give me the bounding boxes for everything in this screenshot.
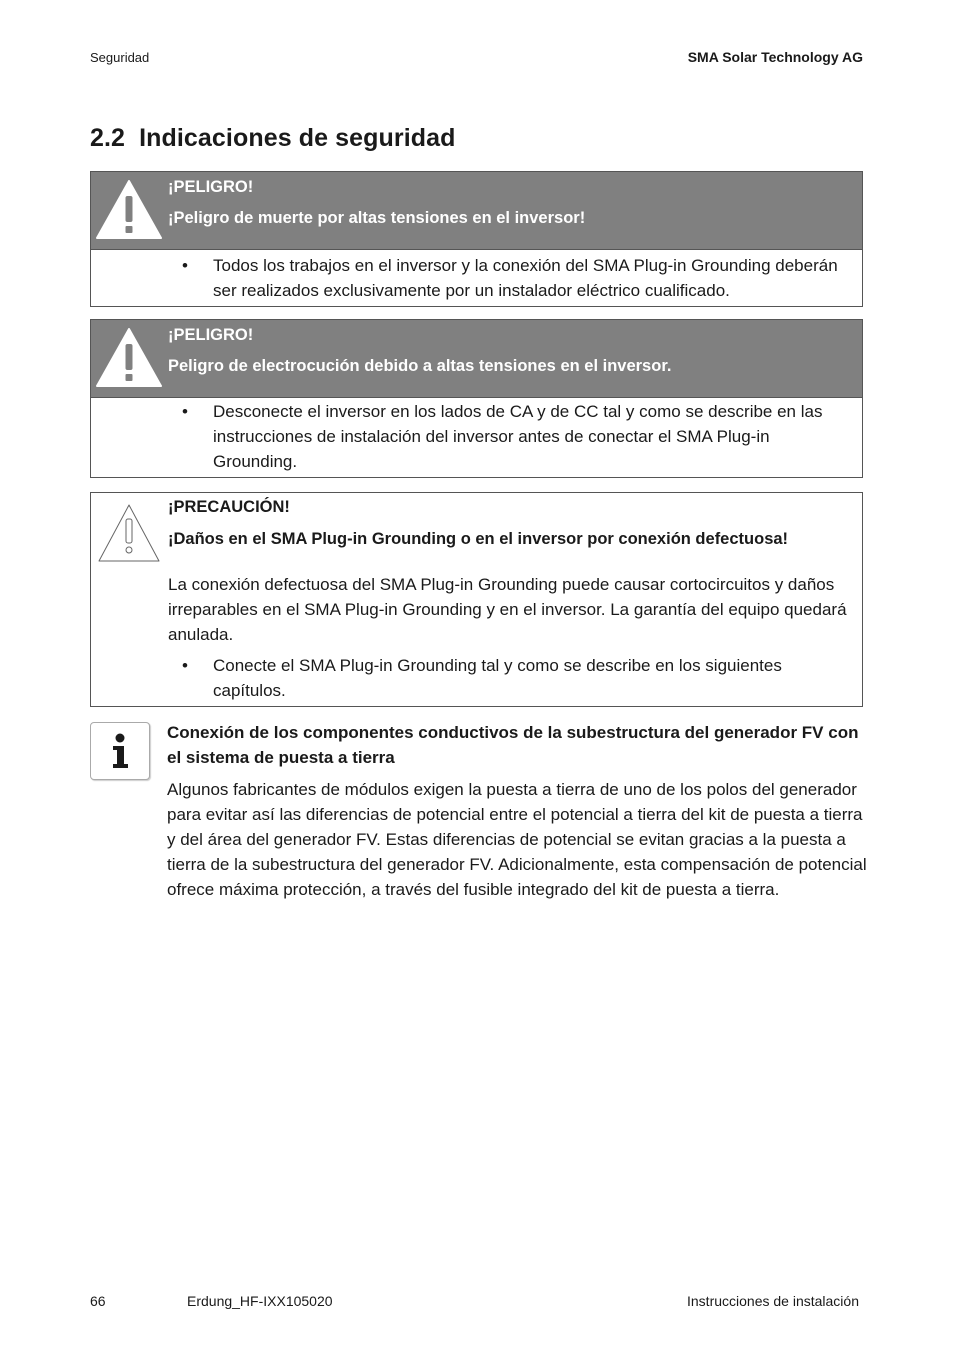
warning-heading: Peligro de electrocución debido a altas tensiones en el inversor. (168, 357, 672, 375)
danger-box-body (91, 398, 862, 477)
section-title (90, 124, 456, 153)
danger-box-body (91, 250, 862, 306)
caution-box-body (91, 571, 862, 706)
document-type: Instrucciones de instalación (687, 1293, 859, 1309)
caution-box (90, 492, 863, 707)
caution-box-header (91, 493, 862, 571)
info-icon (90, 722, 150, 780)
warning-triangle-icon (95, 326, 163, 390)
signal-word: ¡PELIGRO! (168, 326, 254, 344)
danger-box-header (91, 320, 862, 398)
running-header-company: SMA Solar Technology AG (687, 49, 863, 65)
caution-paragraph: La conexión defectuosa del SMA Plug-in Grounding puede causar cortocircuitos y daños irreparables en el SMA Plug-in Grounding y en el inversor. La garantía del equipo quedará anulada. (168, 575, 847, 644)
page-number: 66 (90, 1293, 106, 1309)
caution-triangle-icon (95, 499, 163, 563)
warning-heading: ¡Peligro de muerte por altas tensiones en el inversor! (168, 209, 586, 227)
warning-heading: ¡Daños en el SMA Plug-in Grounding o en el inversor por conexión defectuosa! (168, 530, 789, 548)
signal-word: ¡PRECAUCIÓN! (168, 498, 290, 516)
signal-word: ¡PELIGRO! (168, 178, 254, 196)
danger-box-2 (90, 319, 863, 478)
bullet-icon: • (182, 656, 188, 675)
list-item (168, 253, 854, 303)
bullet-icon: • (182, 256, 188, 275)
warning-triangle-icon (95, 178, 163, 242)
list-item-text: Desconecte el inversor en los lados de CA y de CC tal y como se describe en las instrucciones de instalación del inversor antes de conectar el SMA Plug-in Grounding. (213, 402, 823, 471)
list-item (168, 399, 854, 474)
danger-box-header (91, 172, 862, 250)
info-title: Conexión de los componentes conductivos de la subestructura del generador FV con el sistema de puesta a tierra (167, 723, 859, 767)
info-text: Algunos fabricantes de módulos exigen la puesta a tierra de uno de los polos del generador para evitar así las diferencias de potencial entre el potencial a tierra del kit de puesta a tierra y del área del generador FV. Estas diferencias de potencial se evitan gracias a la puesta a tierra de la subestructura del generador FV. Adicionalmente, esta compensación de potencial ofrece máxima protección, a través del fusible integrado del kit de puesta a tierra. (167, 780, 867, 899)
bullet-icon: • (182, 402, 188, 421)
danger-box-1 (90, 171, 863, 307)
running-header-section: Seguridad (90, 50, 150, 65)
list-item-text: Todos los trabajos en el inversor y la conexión del SMA Plug-in Grounding deberán ser realizados exclusivamente por un instalador eléctrico cualificado. (213, 256, 838, 300)
list-item-text: Conecte el SMA Plug-in Grounding tal y como se describe en los siguientes capítulos. (213, 656, 782, 700)
list-item (168, 653, 854, 703)
section-number: 2.2 (90, 124, 126, 152)
section-title-text: Indicaciones de seguridad (139, 124, 456, 152)
document-code: Erdung_HF-IXX105020 (187, 1293, 333, 1309)
